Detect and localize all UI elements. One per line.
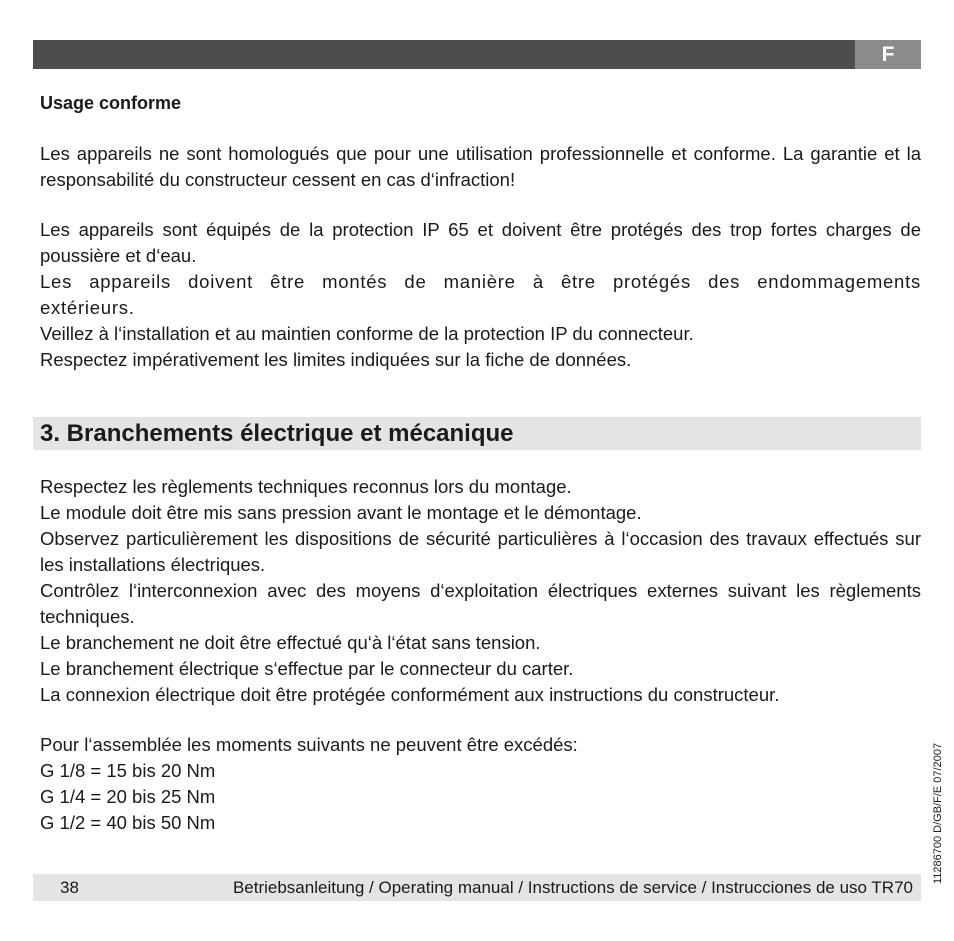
paragraph: Le branchement électrique s‘effectue par le connecteur du carter. [40, 658, 574, 679]
torque-list [40, 732, 921, 836]
torque-item: G 1/4 = 20 bis 25 Nm [40, 786, 216, 807]
section-text [40, 474, 921, 708]
header-bar [33, 40, 921, 69]
paragraph: Les appareils doivent être montés de manière à être protégés des endommagements extérieurs. [40, 271, 921, 318]
paragraph: Respectez impérativement les limites indiquées sur la fiche de données. [40, 349, 632, 370]
usage-title: Usage conforme [40, 93, 182, 113]
section-title: 3. Branchements électrique et mécanique [40, 420, 514, 447]
paragraph: Respectez les règlements techniques reconnus lors du montage. [40, 476, 572, 497]
paragraph: Le branchement ne doit être effectué qu‘à l‘état sans tension. [40, 632, 541, 653]
paragraph: La connexion électrique doit être protégée conformément aux instructions du constructeur. [40, 684, 780, 705]
protection-text [40, 217, 921, 373]
paragraph: Les appareils sont équipés de la protection IP 65 et doivent être protégés des trop fortes charges de poussière et d‘eau. [40, 219, 921, 266]
paragraph: Le module doit être mis sans pression avant le montage et le démontage. [40, 502, 642, 523]
footer-text: Betriebsanleitung / Operating manual / Instructions de service / Instrucciones de uso TR70 [232, 878, 913, 897]
document-id: 11286700 D/GB/F/E 07/2007 [932, 742, 944, 884]
torque-intro: Pour l‘assemblée les moments suivants ne peuvent être excédés: [40, 734, 578, 755]
page-number: 38 [60, 878, 79, 897]
paragraph: Contrôlez l‘interconnexion avec des moyens d‘exploitation électriques externes suivant les règlements techniques. [40, 580, 921, 627]
section-heading-band [33, 417, 921, 450]
paragraph: Observez particulièrement les dispositions de sécurité particulières à l‘occasion des travaux effectués sur les installations électriques. [40, 528, 921, 575]
paragraph: Veillez à l‘installation et au maintien conforme de la protection IP du connecteur. [40, 323, 694, 344]
footer-bar [33, 874, 921, 901]
torque-item: G 1/8 = 15 bis 20 Nm [40, 760, 216, 781]
torque-item: G 1/2 = 40 bis 50 Nm [40, 812, 216, 833]
paragraph: Les appareils ne sont homologués que pour une utilisation professionnelle et conforme. La garantie et la responsabilité du constructeur cessent en cas d‘infraction! [40, 143, 921, 190]
usage-text [40, 141, 921, 193]
language-tab: F [855, 40, 921, 69]
